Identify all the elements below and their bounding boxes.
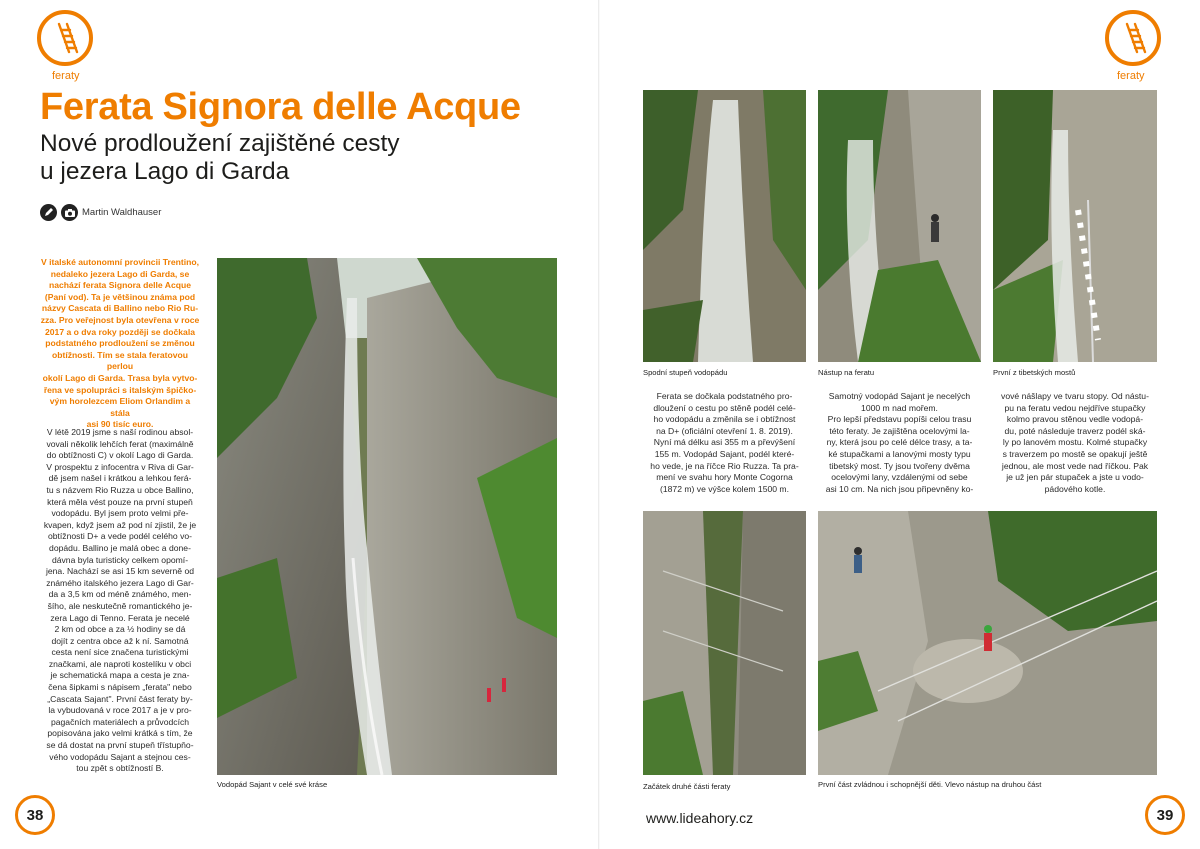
photo-ferrata-start — [818, 90, 981, 362]
text-line: ocelovými lany, vzdálenými od sebe — [831, 472, 968, 483]
photo-caption: Spodní stupeň vodopádu — [643, 368, 728, 377]
photo-tibetan-bridge — [993, 90, 1157, 362]
text-line: vovali několik lehčích ferat (maximálně — [46, 438, 194, 449]
text-line: ly po lanovém mostu. Kolmé stupačky — [1002, 437, 1148, 448]
photo-caption: Začátek druhé části feraty — [643, 782, 731, 791]
pen-icon — [40, 204, 57, 221]
text-line: popisována jako velmi krátká s tím, že — [47, 728, 193, 739]
text-line: zza. Pro veřejnost byla otevřena v roce — [40, 314, 200, 325]
text-line: 2 km od obce a za ½ hodiny se dá — [54, 624, 186, 635]
text-line: du, poté následuje traverz podél ská- — [1004, 425, 1146, 436]
text-line: názvy Cascata di Ballino nebo Rio Ru- — [41, 303, 199, 314]
text-line: pagačních materiálech a průvodcích — [50, 716, 190, 727]
text-line: tou zpět s obtížností B. — [76, 763, 164, 774]
text-line: pádového kotle. — [1044, 483, 1106, 494]
text-line: (Paní vod). Ta je většinou známa pod — [44, 291, 196, 302]
text-line: do obtížnosti C) v okolí Lago di Garda. — [46, 450, 194, 461]
text-line: ho vede, je na říčce Rio Ruzza. Ta pra- — [650, 460, 799, 471]
text-line: dě jsem našel i krátkou a lehkou ferá- — [48, 473, 192, 484]
author-name: Martin Waldhauser — [82, 207, 162, 218]
photo-children-climbing — [818, 511, 1157, 775]
photo-caption: První část zvládnou i schopnější děti. Vlevo nástup na druhou část — [818, 780, 1042, 789]
text-line: podstatného prodloužení se změnou — [45, 338, 195, 349]
text-line: vové nášlapy ve tvaru stopy. Od nástu- — [1001, 391, 1149, 401]
photo-caption: První z tibetských mostů — [993, 368, 1076, 377]
text-line: 1000 m nad mořem. — [861, 402, 938, 413]
text-line: s traverzem po mostě se opakují ještě — [1002, 448, 1148, 459]
right-page — [600, 0, 1200, 849]
text-line: 155 m. Vodopád Sajant, podél které- — [654, 448, 795, 459]
section-label: feraty — [1117, 70, 1145, 82]
text-line: šího, ale neskutečně romantického je- — [47, 600, 193, 611]
text-line: obtížnosti. Tím se stala feratovou perlou — [51, 349, 189, 372]
text-line: pu na feratu vedou nejdříve stupačky — [1004, 402, 1146, 413]
text-line: ké stupačkami a lanovými mosty typu — [828, 448, 971, 459]
text-line: která měla vést pouze na první stupeň — [47, 496, 193, 507]
section-label: feraty — [52, 70, 80, 82]
photo-second-part-start — [643, 511, 806, 775]
subtitle-line: u jezera Lago di Garda — [40, 158, 290, 185]
text-line: se dá dostat na první stupeň třístupňo- — [46, 740, 194, 751]
photo-lower-waterfall — [643, 90, 806, 362]
text-line: nachází ferata Signora delle Acque — [49, 280, 191, 291]
intro-paragraph — [40, 257, 200, 431]
text-line: mení ve svahu hory Monte Cogorna — [656, 472, 793, 483]
main-waterfall-photo — [217, 258, 557, 775]
text-line: této feraty. Je zajištěna ocelovými la- — [829, 425, 970, 436]
text-line: dopádu. Ballino je malá obec a done- — [49, 542, 191, 553]
text-line: tu s názvem Rio Ruzza u obce Ballino, — [46, 484, 194, 495]
text-line: dloužení o cestu po stěně podél celé- — [653, 402, 796, 413]
text-column-3 — [993, 391, 1157, 495]
text-line: Nyní má délku asi 355 m a převýšení — [653, 437, 796, 448]
article-title: Ferata Signora delle Acque — [40, 86, 521, 128]
main-photo-caption: Vodopád Sajant v celé své kráse — [217, 780, 328, 789]
text-line: „Cascata Sajant". První část feraty by- — [47, 693, 193, 704]
text-line: jena. Nachází se asi 15 km severně od — [45, 566, 195, 577]
text-line: známého italského jezera Lago di Gar- — [46, 577, 194, 588]
text-line: cesta není sice značena turistickými — [51, 647, 189, 658]
text-line: Pro lepší představu popíši celou trasu — [827, 414, 972, 425]
page-number: 38 — [15, 795, 55, 835]
text-line: dávna byla turisticky celkem opomí- — [51, 554, 189, 565]
text-line: nedaleko jezera Lago di Garda, se — [50, 268, 190, 279]
article-subtitle — [40, 130, 500, 186]
website-url: www.lideahory.cz — [646, 810, 754, 826]
text-line: je už jen pár stupaček a jste u vodo- — [1006, 472, 1144, 483]
subtitle-line: Nové prodloužení zajištěné cesty — [40, 130, 400, 157]
text-line: na D+ (oficiální otevření 1. 8. 2019). — [656, 425, 793, 436]
text-line: vého vodopádu Sajant a stejnou ces- — [49, 751, 191, 762]
text-line: řena ve spolupráci s italským špičko- — [43, 384, 197, 395]
text-line: ny, která jsou po celé délce trasy, a ta- — [826, 437, 973, 448]
text-line: V létě 2019 jsme s naší rodinou absol- — [46, 427, 194, 437]
text-line: tibetský most. Ty jsou tvořeny dvěma — [829, 460, 970, 471]
text-line: Ferata se dočkala podstatného pro- — [656, 391, 793, 401]
text-line: kvapen, když jsem až pod ní zjistil, že je — [43, 519, 197, 530]
text-line: vodopádu. Byl jsem proto velmi pře- — [51, 508, 189, 519]
ladder-logo-icon — [1105, 10, 1161, 66]
author-line — [40, 204, 161, 221]
text-line: 2017 a o dva roky později se dočkala — [45, 326, 195, 337]
text-column-2 — [818, 391, 981, 495]
text-line: vým horolezcem Eliom Orlandim a stála — [49, 396, 191, 418]
text-line: V prospektu z infocentra v Riva di Gar- — [46, 461, 194, 472]
text-line: čena šipkami s nápisem „ferata" nebo — [48, 682, 192, 693]
camera-icon — [61, 204, 78, 221]
text-line: dojít z centra obce až k ní. Samotná — [51, 635, 189, 646]
body-paragraph — [40, 427, 200, 775]
text-line: je schematická mapa a cesta je zna- — [50, 670, 190, 681]
text-line: Samotný vodopád Sajant je necelých — [828, 391, 971, 401]
text-line: (1872 m) ve výšce kolem 1500 m. — [660, 483, 789, 494]
text-line: ho vodopádu a změnila se i obtížnost — [653, 414, 796, 425]
page-number: 39 — [1145, 795, 1185, 835]
text-line: asi 10 cm. Na nich jsou připevněny ko- — [825, 483, 974, 494]
text-line: značkami, ale naproti kostelíku v obci — [48, 658, 192, 669]
ladder-logo-icon — [37, 10, 93, 66]
text-line: okolí Lago di Garda. Trasa byla vytvo- — [42, 372, 198, 383]
text-line: V italské autonomní provincii Trentino, — [40, 257, 200, 267]
text-line: kolmo pravou stěnou vedle vodopá- — [1006, 414, 1144, 425]
text-line: la vybudovaná v roce 2017 a je v pro- — [48, 705, 192, 716]
text-line: obtížnosti D+ a vede podél celého vo- — [47, 531, 193, 542]
photo-caption: Nástup na feratu — [818, 368, 875, 377]
text-line: zera Lago di Tenno. Ferata je necelé — [50, 612, 190, 623]
text-line: jednou, ale most vede nad říčkou. Pak — [1001, 460, 1149, 471]
text-line: da a 3,5 km od méně známého, men- — [48, 589, 192, 600]
text-line: asi 90 tisíc euro. — [86, 419, 154, 430]
text-column-1 — [643, 391, 806, 495]
